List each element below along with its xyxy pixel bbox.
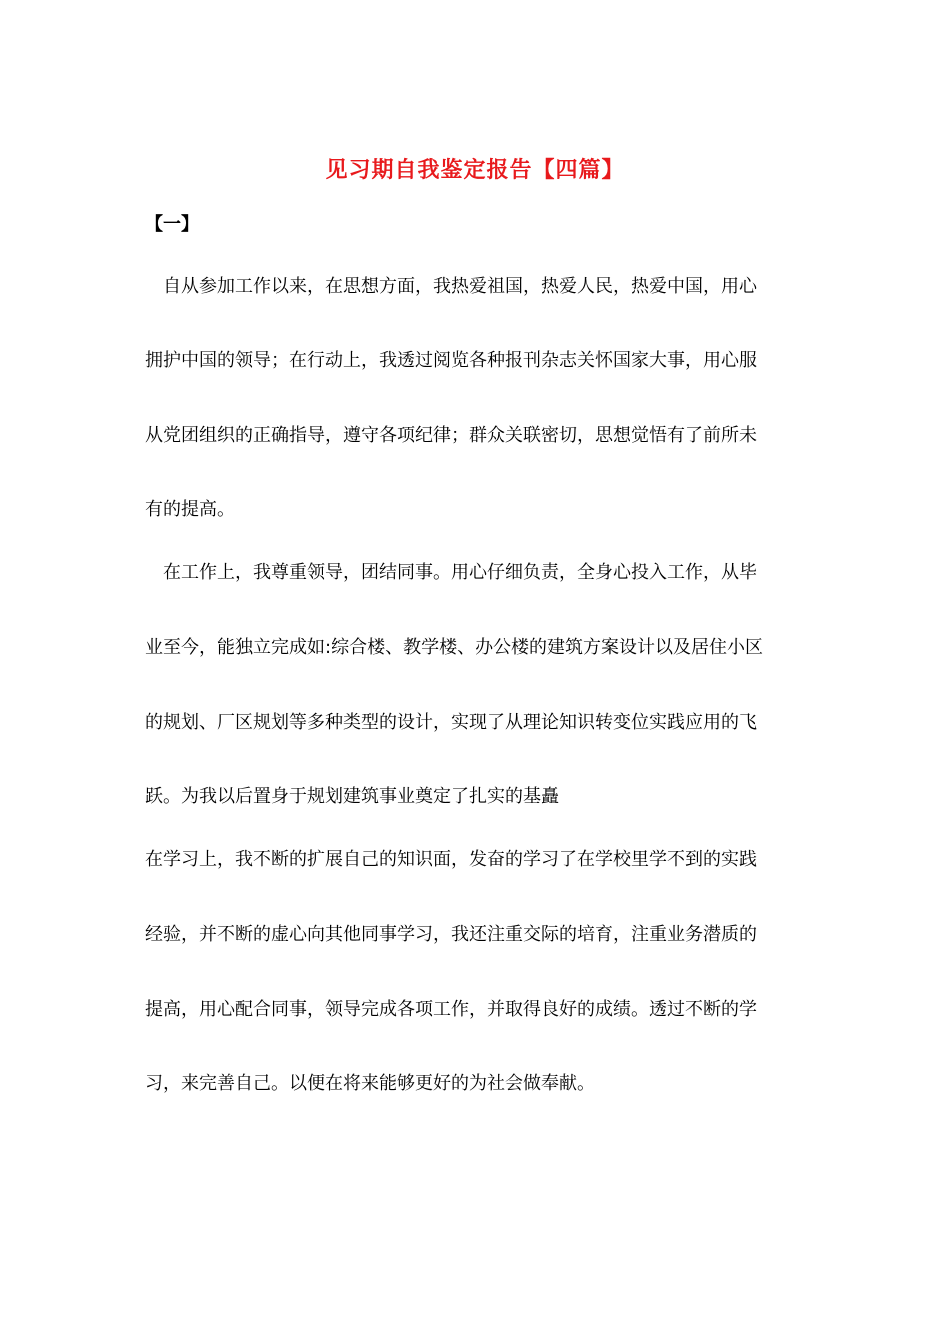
paragraph-3-line-2: 经验，并不断的虚心向其他同事学习，我还注重交际的培育，注重业务潜质的 xyxy=(145,924,757,945)
document-title: 见习期自我鉴定报告【四篇】 xyxy=(325,157,625,183)
paragraph-3-line-4: 习，来完善自己。以便在将来能够更好的为社会做奉献。 xyxy=(145,1073,595,1094)
paragraph-1-line-3: 从党团组织的正确指导，遵守各项纪律；群众关联密切，思想觉悟有了前所未 xyxy=(145,425,757,446)
paragraph-2-line-2: 业至今，能独立完成如:综合楼、教学楼、办公楼的建筑方案设计以及居住小区 xyxy=(145,637,764,658)
paragraph-2-line-4: 跃。为我以后置身于规划建筑事业奠定了扎实的基矗 xyxy=(145,786,559,807)
paragraph-3-line-1: 在学习上，我不断的扩展自己的知识面，发奋的学习了在学校里学不到的实践 xyxy=(145,849,757,870)
paragraph-1-line-4: 有的提高。 xyxy=(145,499,235,520)
paragraph-2-line-3: 的规划、厂区规划等多种类型的设计，实现了从理论知识转变位实践应用的飞 xyxy=(145,712,757,733)
paragraph-1-line-1: 自从参加工作以来，在思想方面，我热爱祖国，热爱人民，热爱中国，用心 xyxy=(163,276,757,297)
paragraph-2-line-1: 在工作上，我尊重领导，团结同事。用心仔细负责，全身心投入工作，从毕 xyxy=(163,562,757,583)
section-heading: 【一】 xyxy=(145,214,199,235)
paragraph-1-line-2: 拥护中国的领导；在行动上，我透过阅览各种报刊杂志关怀国家大事，用心服 xyxy=(145,350,757,371)
paragraph-3-line-3: 提高，用心配合同事，领导完成各项工作，并取得良好的成绩。透过不断的学 xyxy=(145,999,757,1020)
